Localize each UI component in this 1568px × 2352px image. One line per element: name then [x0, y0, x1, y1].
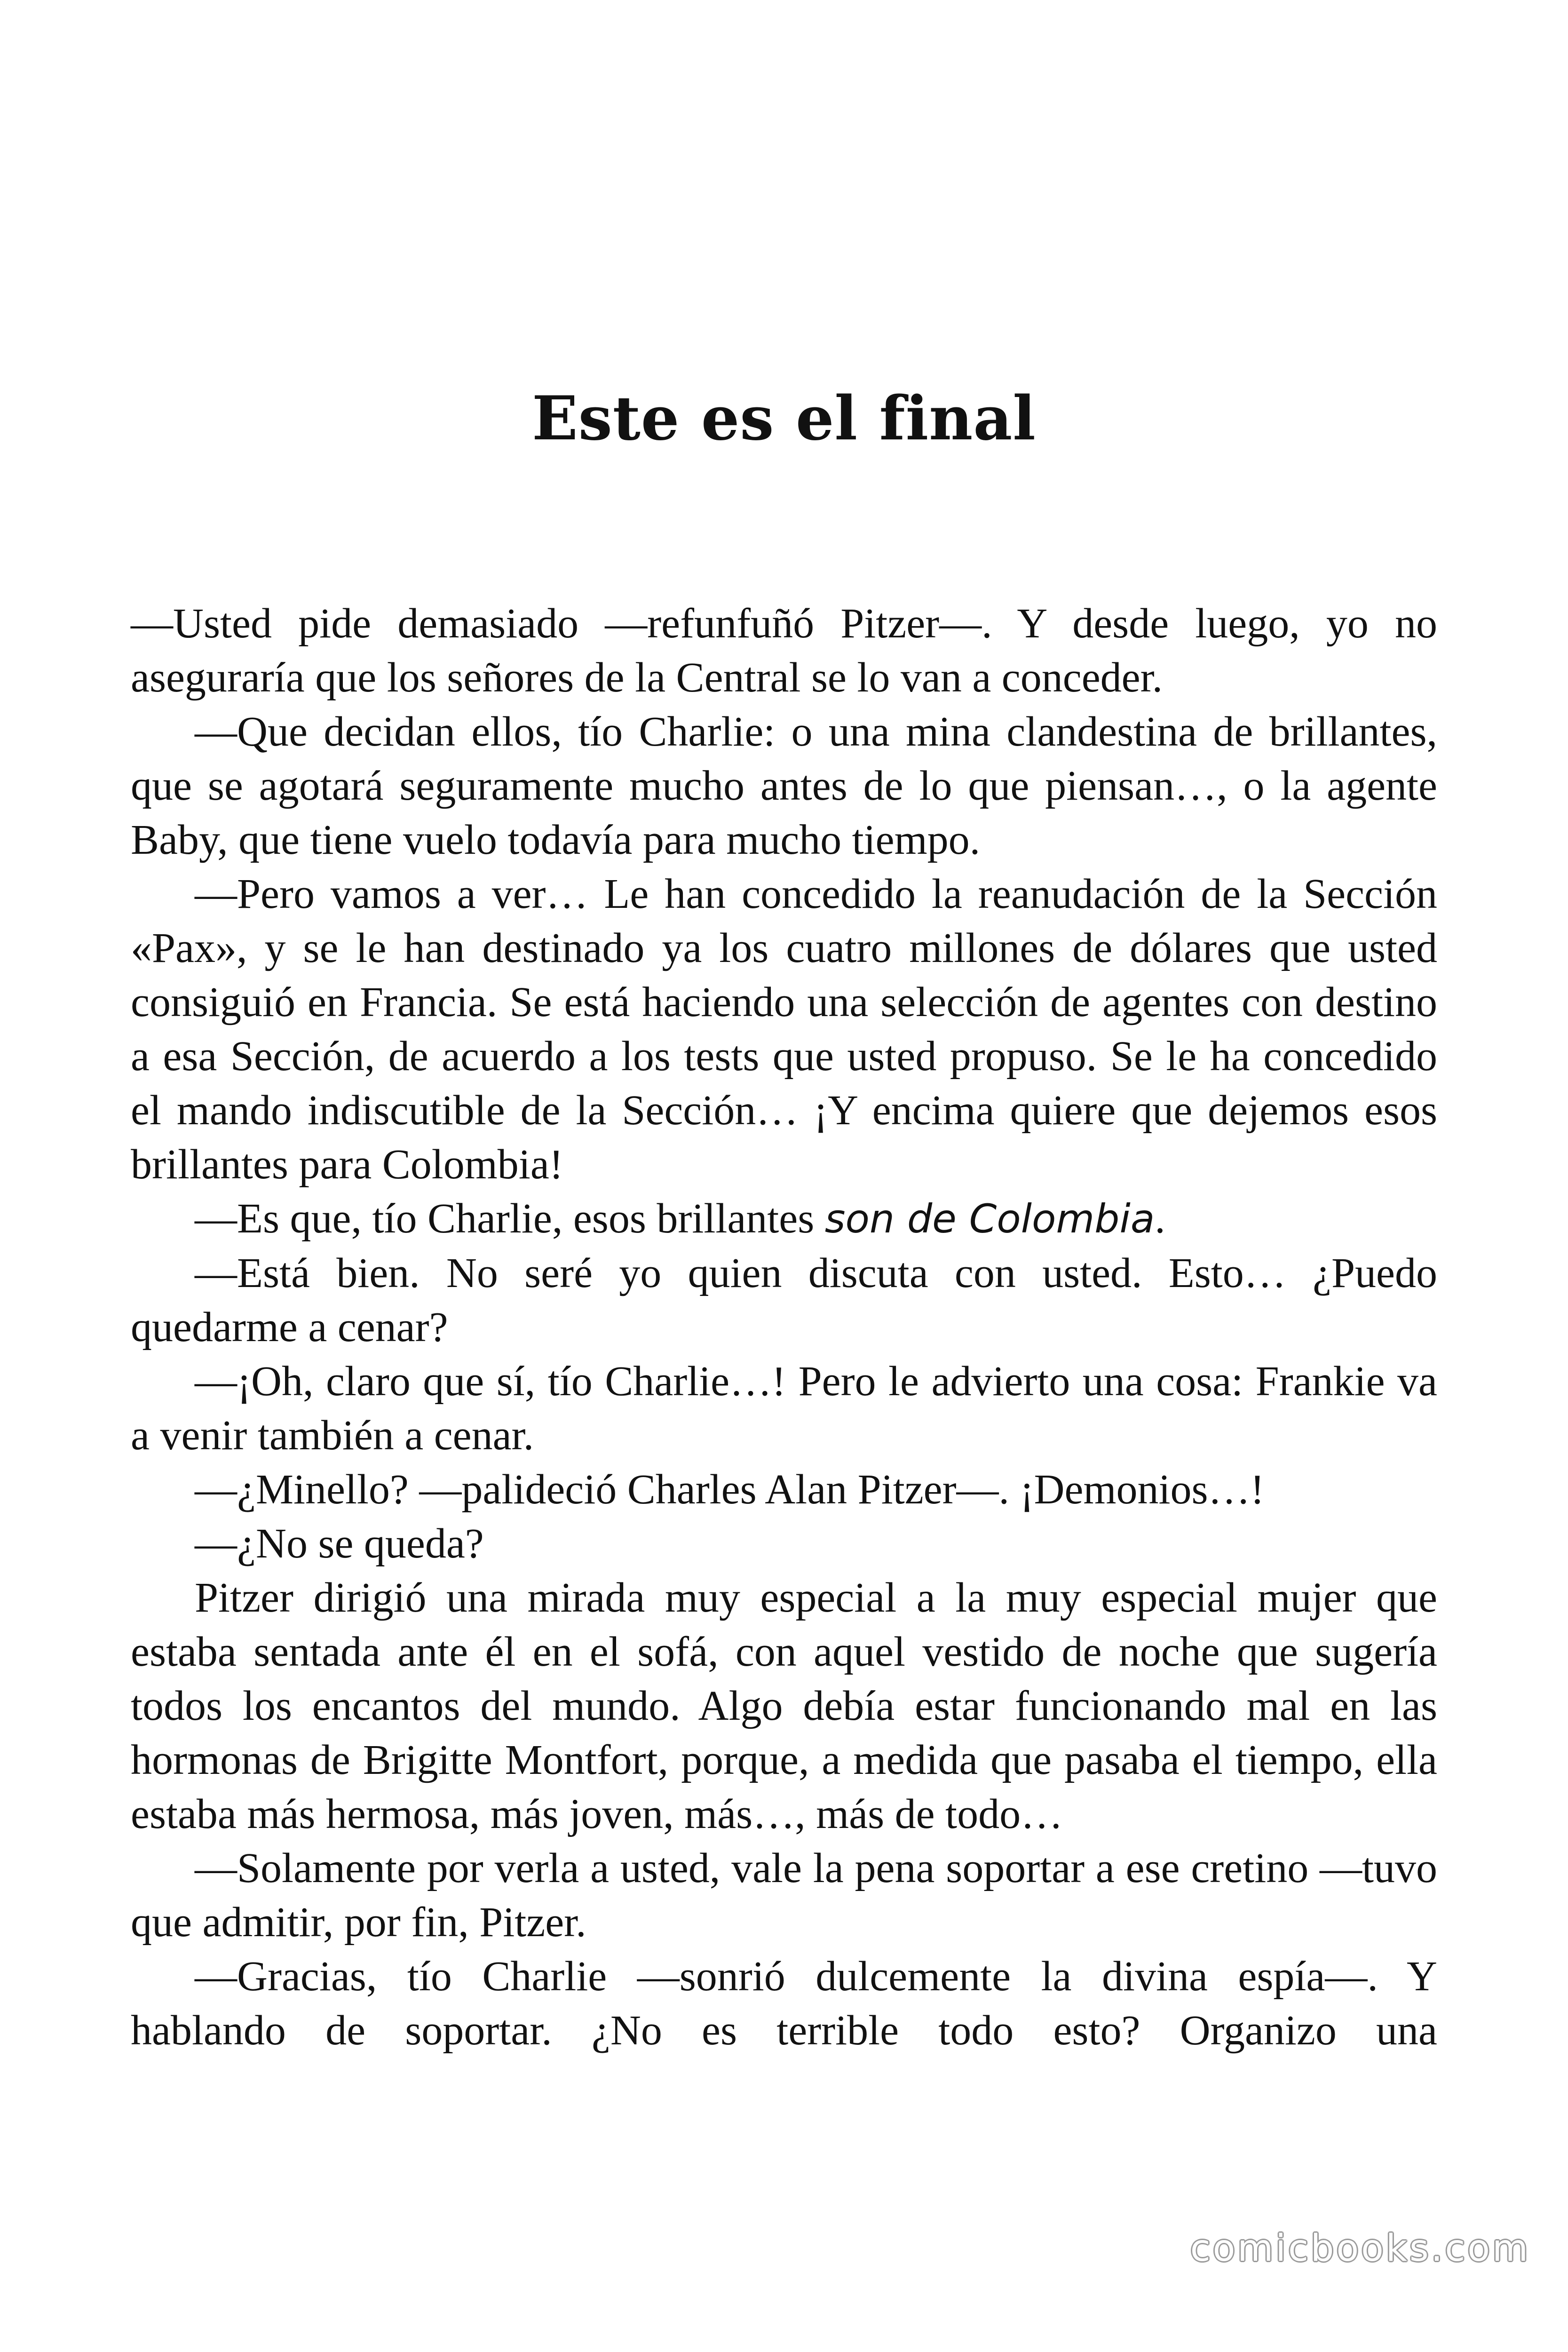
paragraph-8: —¿No se queda? [195, 1520, 484, 1567]
paragraph-5: —Está bien. No seré yo quien discuta con usted. Esto… ¿Puedo quedarme a cenar? [131, 1250, 1437, 1351]
body-text [131, 596, 1437, 2058]
paragraph-4 [131, 1192, 1437, 1246]
paragraph-4-italic: son de Colombia [824, 1196, 1155, 1242]
paragraph-3: —Pero vamos a ver… Le han concedido la reanudación de la Sección «Pax», y se le han destinado ya los cuatro millones de dólares que usted consiguió en Francia. Se está haciendo una selección de agentes con destino a esa Sección, de acuerdo a los tests que usted propuso. Se le ha concedido el mando indiscutible de la Sección… ¡Y encima quiere que dejemos esos brillantes para Colombia! [131, 871, 1437, 1188]
paragraph-10: —Solamente por verla a usted, vale la pena soportar a ese cretino —tuvo que admitir, por fin, Pitzer. [131, 1845, 1437, 1946]
paragraph-6: —¡Oh, claro que sí, tío Charlie…! Pero le advierto una cosa: Frankie va a venir también a cenar. [131, 1358, 1437, 1459]
paragraph-2: —Que decidan ellos, tío Charlie: o una mina clandestina de brillantes, que se agotará seguramente mucho antes de lo que piensan…, o la agente Baby, que tiene vuelo todavía para mucho tiempo. [131, 708, 1437, 863]
paragraph-7: —¿Minello? —palideció Charles Alan Pitzer—. ¡Demonios…! [195, 1466, 1265, 1513]
paragraph-11: —Gracias, tío Charlie —sonrió dulcemente la divina espía—. Y hablando de soportar. ¿No es terrible todo esto? Organizo una [131, 1953, 1437, 2054]
chapter-title: Este es el final [532, 383, 1036, 454]
paragraph-4-end: . [1155, 1195, 1165, 1242]
watermark: comicbooks.com [1190, 2227, 1530, 2270]
paragraph-1: —Usted pide demasiado —refunfuñó Pitzer—. Y desde luego, yo no aseguraría que los señores de la Central se lo van a conceder. [131, 600, 1437, 701]
paragraph-9: Pitzer dirigió una mirada muy especial a la muy especial mujer que estaba sentada ante él en el sofá, con aquel vestido de noche que sugería todos los encantos del mundo. Algo debía estar funcionando mal en las hormonas de Brigitte Montfort, porque, a medida que pasaba el tiempo, ella estaba más hermosa, más joven, más…, más de todo… [131, 1574, 1437, 1837]
paragraph-4-text: —Es que, tío Charlie, esos brillantes [195, 1195, 825, 1242]
